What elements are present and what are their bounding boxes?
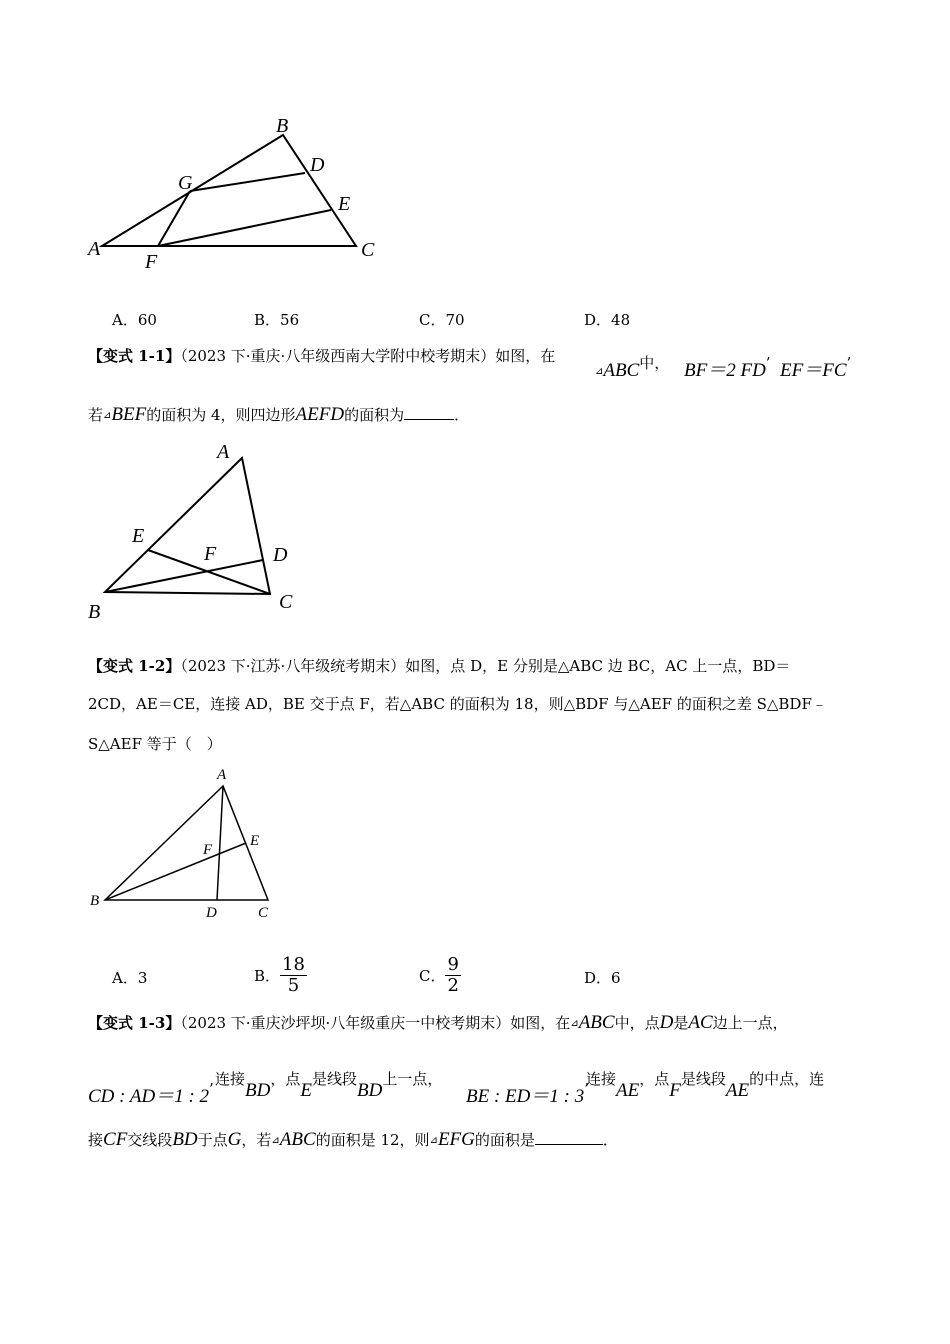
fraction-9-2: $\frac{9}{2}$ xyxy=(447,954,459,996)
option-b: B．56 xyxy=(254,311,300,329)
label-c: C xyxy=(258,905,269,921)
option-b: B． $\frac{18}{5}$ xyxy=(254,954,305,996)
label-a: A xyxy=(217,767,227,783)
option-a: A．60 xyxy=(112,311,157,329)
variant-1-2-line2: 2CD，AE＝CE，连接 AD，BE 交于点 F，若△ABC 的面积为 18，则△BDF 与△AEF 的面积之差 S△BDF﹣ xyxy=(88,695,827,713)
option-a: A．3 xyxy=(112,969,148,987)
formula-ef-fc: EF＝FC’ xyxy=(780,354,852,381)
label-b: B xyxy=(276,115,289,137)
formula-bf-fd: BF＝2 FD’ xyxy=(684,354,771,381)
triangle-symbol: ⊿ xyxy=(595,366,604,377)
label-g: G xyxy=(178,172,193,194)
fraction-18-5: $\frac{18}{5}$ xyxy=(282,954,305,996)
triangle-abc-1 xyxy=(102,135,356,246)
label-c: C xyxy=(279,591,293,613)
variant-1-3-line1: 【变式 1-3】（2023 下·重庆沙坪坝·八年级重庆一中校考期末）如图，在⊿ABC中，点D是AC边上一点， xyxy=(88,1012,788,1033)
label-f: F xyxy=(203,842,213,858)
variant-tag: 【变式 1-3】 xyxy=(88,1014,181,1032)
label-d: D xyxy=(310,154,325,176)
variant-1-1-line1: 【变式 1-1】（2023 下·重庆·八年级西南大学附中校考期末）如图，在 xyxy=(88,347,556,365)
ratio-be-ed: BE : ED＝1 : 3’ xyxy=(466,1080,589,1107)
figure-1-triangle xyxy=(80,110,390,275)
triangle-abc-2 xyxy=(105,458,270,594)
figure-3-triangle xyxy=(80,760,280,925)
variant-tag: 【变式 1-1】 xyxy=(88,347,181,365)
option-c: C． $\frac{9}{2}$ xyxy=(419,954,459,996)
label-d: D xyxy=(206,905,217,921)
connect-ae: 连接AE，点F是线段AE的中点，连 xyxy=(586,1070,825,1101)
answer-blank xyxy=(404,419,454,420)
label-a: A xyxy=(88,238,101,260)
segment-bd xyxy=(105,560,263,592)
segment-ad xyxy=(217,786,223,900)
figure-2-triangle xyxy=(80,436,310,626)
segment-fe xyxy=(158,210,331,246)
label-b: B xyxy=(90,893,100,909)
variant-1-2-line1: 【变式 1-2】（2023 下·江苏·八年级统考期末）如图，点 D，E 分别是△ABC 边 BC，AC 上一点，BD＝ xyxy=(88,657,791,675)
triangle-abc-3 xyxy=(105,786,268,900)
option-d: D．48 xyxy=(584,311,631,329)
segment-be xyxy=(105,843,246,900)
label-a: A xyxy=(217,441,230,463)
variant-1-2-line3: S△AEF 等于（ ） xyxy=(88,735,222,753)
label-b: B xyxy=(88,601,101,623)
label-d: D xyxy=(273,544,288,566)
variant-tag: 【变式 1-2】 xyxy=(88,657,181,675)
option-c: C．70 xyxy=(419,311,465,329)
variant-1-1-formula-row: ⊿ABC中， xyxy=(595,354,670,381)
label-e: E xyxy=(338,193,351,215)
label-f: F xyxy=(145,251,158,273)
answer-blank xyxy=(535,1144,603,1145)
connect-bd: 连接BD，点E是线段BD上一点， xyxy=(215,1070,443,1101)
label-f: F xyxy=(204,543,217,565)
segment-gf xyxy=(158,191,190,246)
variant-1-3-line3: 接CF交线段BD于点G，若⊿ABC的面积是 12，则⊿EFG的面积是 ． xyxy=(88,1129,618,1150)
option-d: D．6 xyxy=(584,969,621,987)
variant-1-1-line2: 若⊿BEF的面积为 4，则四边形AEFD的面积为 ． xyxy=(88,404,470,425)
label-e: E xyxy=(132,525,145,547)
label-c: C xyxy=(361,239,375,261)
label-e: E xyxy=(250,833,260,849)
ratio-cd-ad: CD : AD＝1 : 2’ xyxy=(88,1080,214,1107)
